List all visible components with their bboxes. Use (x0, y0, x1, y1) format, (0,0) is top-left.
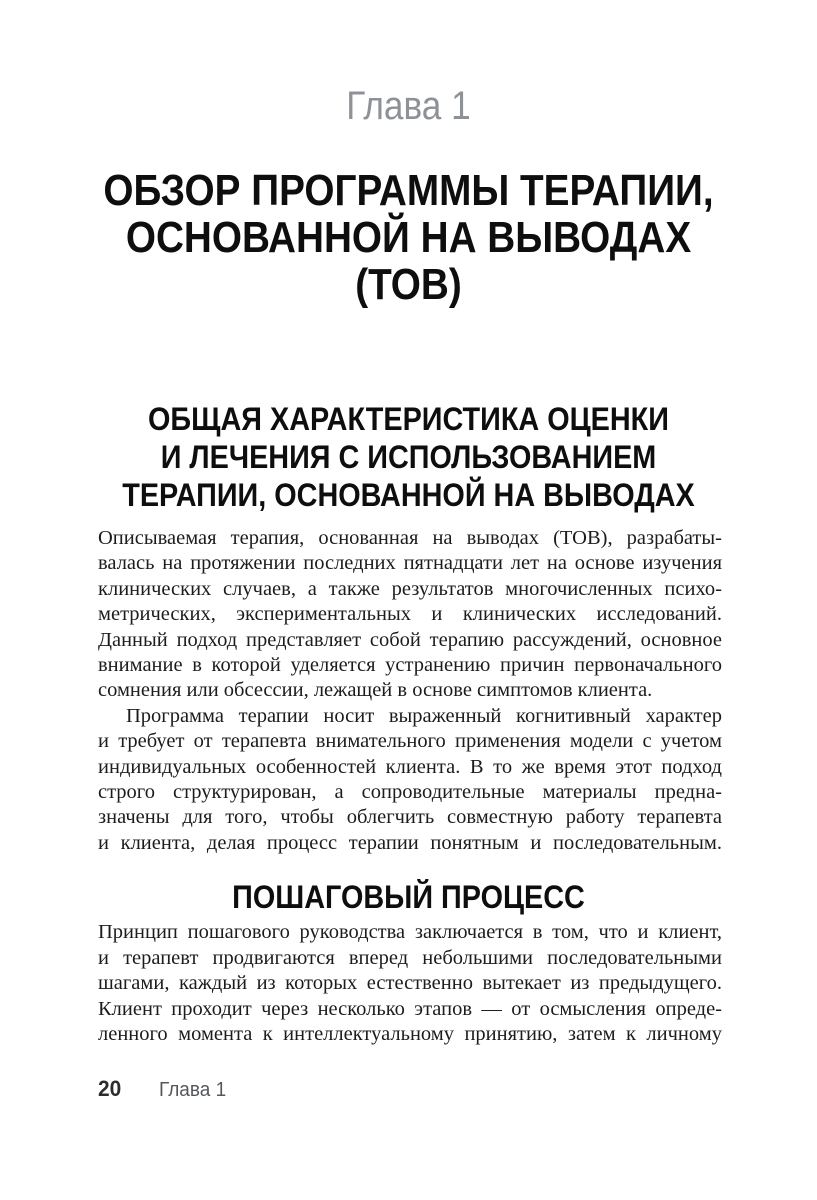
text-line: и требует от терапевта внимательного применения модели с учетом (98, 730, 722, 753)
section-body (98, 526, 722, 856)
text-line: шагами, каждый из которых естественно вытекает из предыдущего. (98, 972, 722, 995)
section-heading (41, 400, 776, 514)
text-line: и клиента, делая процесс терапии понятным и последовательным. (98, 831, 722, 854)
text-line: строго структурирован, а сопроводительные материалы предна- (98, 781, 722, 804)
text-line: Программа терапии носит выраженный когнитивный характер (126, 704, 722, 727)
text-line: валась на протяжении последних пятнадцати лет на основе изучения (98, 552, 722, 575)
chapter-title-line: ОСНОВАННОЙ НА ВЫВОДАХ (125, 213, 692, 262)
section-heading-line: ПОШАГОВЫЙ ПРОЦЕСС (232, 879, 585, 916)
section-heading-line: ТЕРАПИИ, ОСНОВАННОЙ НА ВЫВОДАХ (122, 477, 695, 513)
text-line: клинических случаев, а также результатов многочисленных психо- (98, 577, 722, 600)
paragraph (98, 704, 722, 856)
text-line: Принцип пошагового руководства заключается в том, что и клиент, (98, 921, 722, 944)
chapter-title (49, 167, 768, 308)
text-line: значены для того, чтобы облегчить совместную работу терапевта (98, 806, 722, 829)
section-heading-line: И ЛЕЧЕНИЯ С ИСПОЛЬЗОВАНИЕМ (160, 439, 657, 475)
text-line: сомнения или обсессии, лежащей в основе симптомов клиента. (98, 679, 653, 702)
page-number: 20 (98, 1076, 122, 1102)
paragraph (98, 920, 722, 1047)
section-heading (41, 878, 776, 916)
paragraph (98, 526, 722, 704)
chapter-label: Глава 1 (346, 84, 471, 128)
text-line: Описываемая терапия, основанная на выводах (ТОВ), разрабаты- (98, 527, 722, 549)
text-line: ленного момента к интеллектуальному принятию, затем к личному (98, 1022, 722, 1045)
chapter-title-line: ОБЗОР ПРОГРАММЫ ТЕРАПИИ, (103, 166, 714, 215)
text-line: метрических, экспериментальных и клинических исследований. (98, 603, 722, 626)
section-body (98, 920, 722, 1047)
chapter-title-line: (ТОВ) (355, 260, 462, 309)
footer-chapter-label: Глава 1 (159, 1079, 227, 1102)
text-line: внимание в которой уделяется устранению причин первоначального (98, 654, 722, 677)
text-line: Данный подход представляет собой терапию рассуждений, основное (98, 628, 722, 651)
text-line: индивидуальных особенностей клиента. В то же время этот подход (98, 755, 722, 778)
text-line: Клиент проходит через несколько этапов — от осмысления опреде- (98, 997, 722, 1020)
text-line: и терапевт продвигаются вперед небольшими последовательными (98, 946, 722, 969)
section-heading-line: ОБЩАЯ ХАРАКТЕРИСТИКА ОЦЕНКИ (148, 401, 669, 437)
page-footer (98, 1076, 817, 1102)
